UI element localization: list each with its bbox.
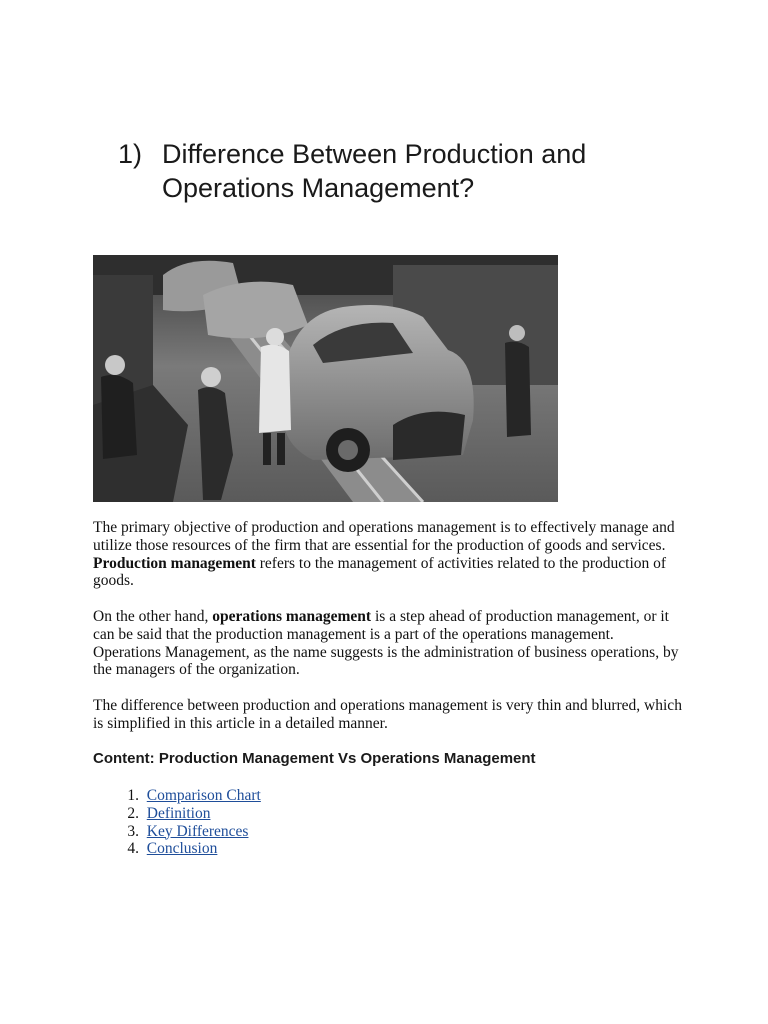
paragraph-intro-text-a: The primary objective of production and operations management is to effectively manage and utilize those resources of the firm that are essential for the production of goods and services. — [93, 519, 675, 554]
toc-link-key-differences[interactable]: Key Differences — [146, 822, 249, 840]
term-operations-management: operations management — [212, 608, 372, 625]
paragraph-summary: The difference between production and operations management is very thin and blurred, which is simplified in this article in a detailed manner. — [93, 697, 682, 732]
heading-line-2: Operations Management? — [162, 173, 475, 203]
paragraph-operations-text-a: On the other hand, — [93, 608, 213, 625]
toc-item — [93, 787, 261, 805]
toc-item — [93, 805, 261, 823]
toc-link-comparison-chart[interactable]: Comparison Chart — [146, 787, 261, 804]
paragraph-operations-text-b: is a step ahead of production management, or it can be said that the production management is a part of the operations management. Operations Management, as the name suggests is the administration of business operations, by the managers of the organization. — [93, 608, 679, 679]
toc-item — [93, 823, 261, 841]
assembly-line-photo — [93, 255, 558, 502]
toc-link-conclusion[interactable]: Conclusion — [146, 840, 218, 858]
toc-link-definition[interactable]: Definition — [146, 804, 211, 822]
paragraph-intro — [93, 519, 683, 590]
table-of-contents — [93, 787, 261, 858]
toc-item — [93, 840, 261, 858]
content-heading: Content: Production Management Vs Operations Management — [93, 750, 536, 767]
heading-line-1: Difference Between Production and — [162, 139, 587, 169]
heading-text — [162, 137, 678, 205]
paragraph-operations — [93, 608, 683, 679]
page-title — [118, 137, 678, 205]
toc-number: 3. — [127, 822, 139, 840]
paragraph-intro-text-b: refers to the management of activities related to the production of goods. — [93, 554, 667, 590]
toc-number: 1. — [127, 787, 139, 804]
heading-number: 1) — [118, 139, 143, 169]
term-production-management: Production management — [93, 554, 256, 572]
toc-number: 2. — [127, 804, 139, 822]
toc-number: 4. — [127, 840, 139, 858]
